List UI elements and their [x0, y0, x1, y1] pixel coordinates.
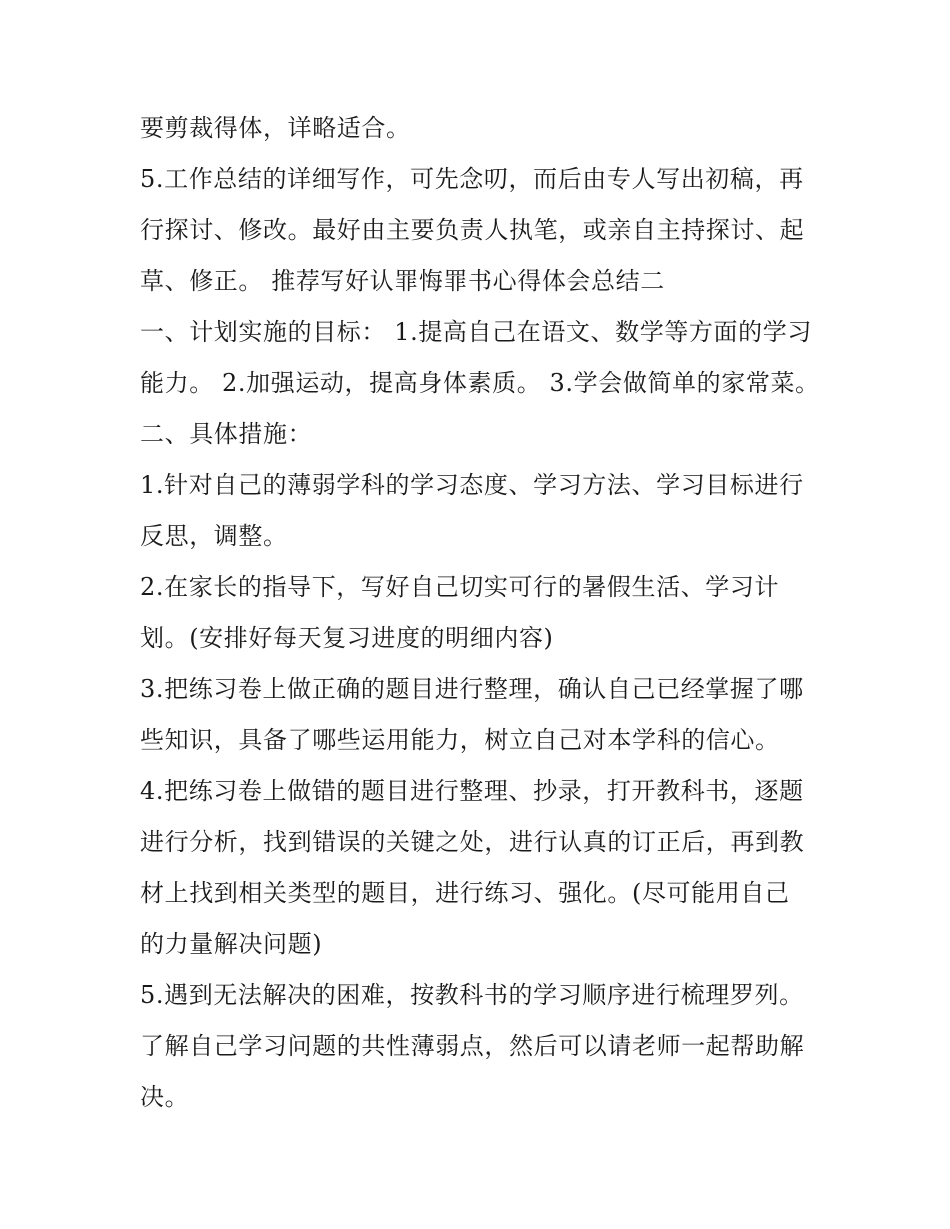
text-line: 草、修正。 推荐写好认罪悔罪书心得体会总结二	[140, 267, 665, 295]
text-line: 2.在家长的指导下，写好自己切实可行的暑假生活、学习计	[140, 573, 780, 601]
text-line: 4.把练习卷上做错的题目进行整理、抄录，打开教科书，逐题	[140, 777, 804, 805]
text-line: 些知识，具备了哪些运用能力，树立自己对本学科的信心。	[140, 726, 780, 754]
text-line: 行探讨、修改。最好由主要负责人执笔，或亲自主持探讨、起	[140, 216, 805, 244]
text-line: 能力。 2.加强运动，提高身体素质。 3.学会做简单的家常菜。	[140, 369, 820, 397]
document-body	[140, 103, 820, 1123]
text-line: 划。(安排好每天复习进度的明细内容)	[140, 624, 554, 652]
text-line: 了解自己学习问题的共性薄弱点，然后可以请老师一起帮助解	[140, 1032, 805, 1060]
text-line: 3.把练习卷上做正确的题目进行整理，确认自己已经掌握了哪	[140, 675, 804, 703]
text-line: 进行分析，找到错误的关键之处，进行认真的订正后，再到教	[140, 828, 805, 856]
text-line: 的力量解决问题)	[140, 930, 323, 958]
text-line: 1.针对自己的薄弱学科的学习态度、学习方法、学习目标进行	[140, 471, 804, 499]
text-line: 5.工作总结的详细写作，可先念叨，而后由专人写出初稿，再	[140, 165, 804, 193]
text-line: 材上找到相关类型的题目，进行练习、强化。(尽可能用自己	[140, 879, 790, 907]
text-line: 要剪裁得体，详略适合。	[140, 114, 411, 142]
text-line: 一、计划实施的目标： 1.提高自己在语文、数学等方面的学习	[140, 318, 812, 346]
text-line: 5.遇到无法解决的困难，按教科书的学习顺序进行梳理罗列。	[140, 981, 804, 1009]
text-line: 二、具体措施：	[140, 420, 313, 448]
text-line: 决。	[140, 1083, 190, 1111]
text-line: 反思，调整。	[140, 522, 288, 550]
